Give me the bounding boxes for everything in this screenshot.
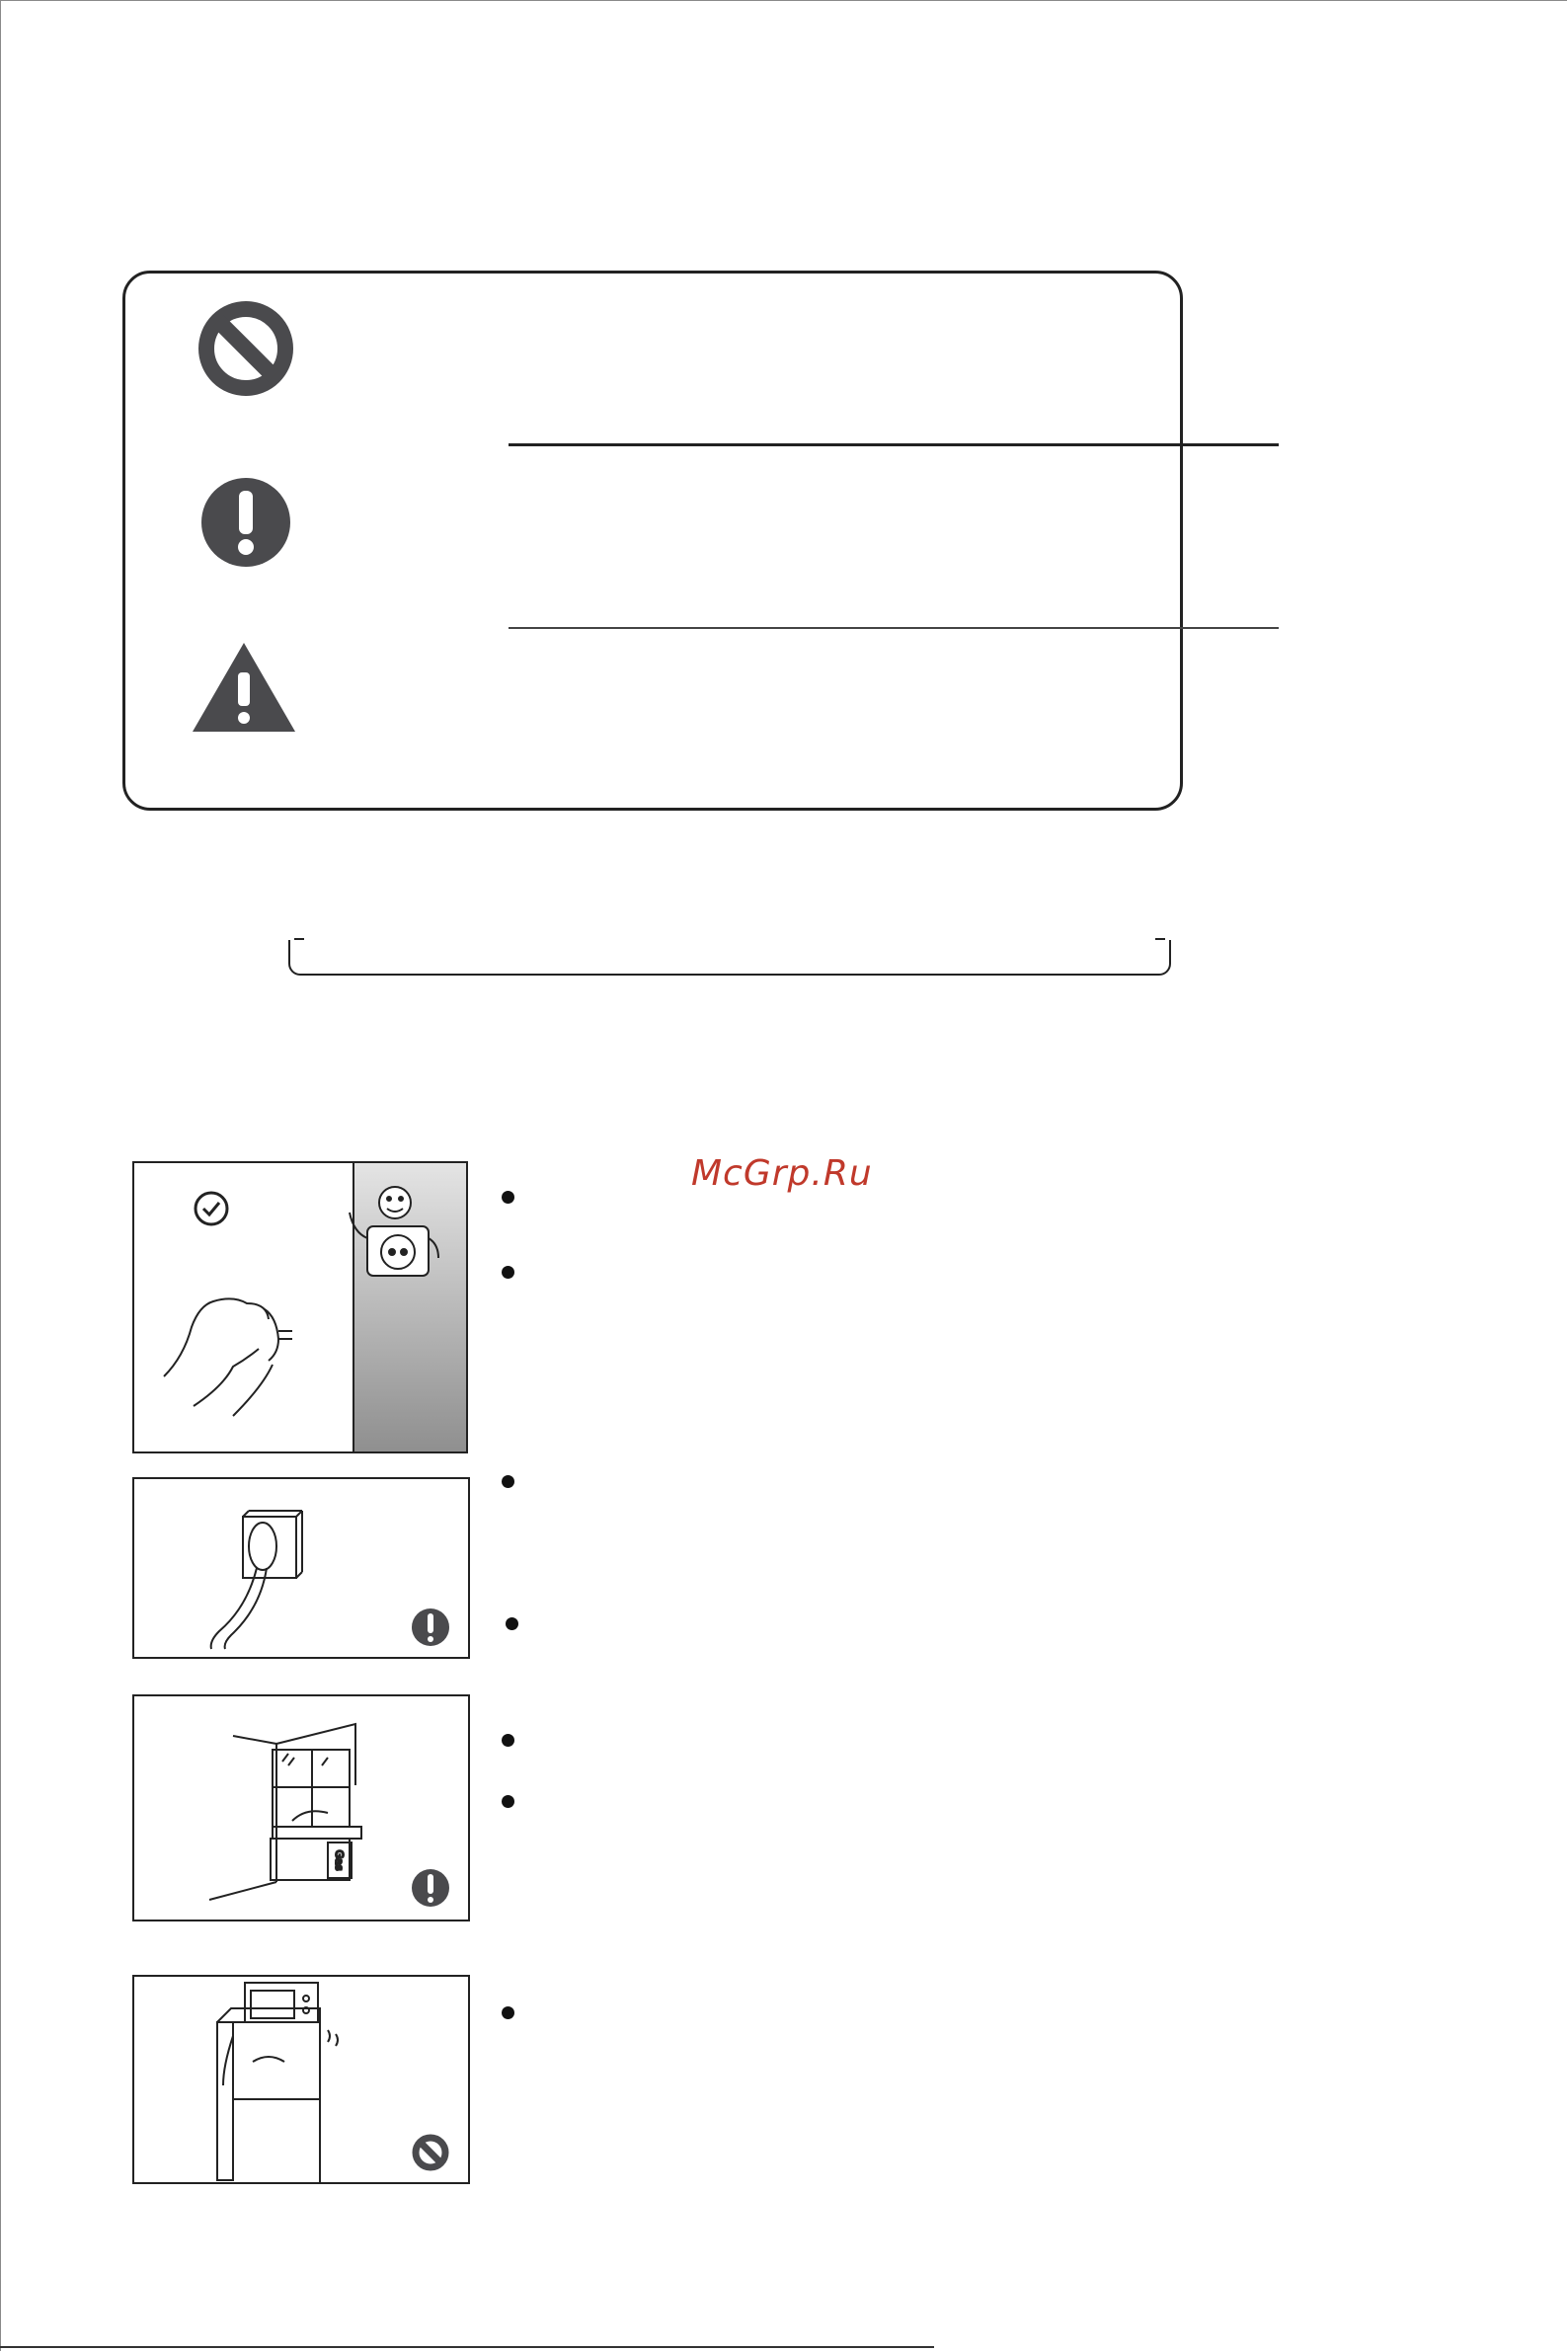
warning-triangle-icon [191, 639, 297, 734]
fridge-microwave-illustration [132, 1975, 470, 2184]
list-bullet [502, 1475, 514, 1488]
mandatory-action-icon [412, 1608, 449, 1646]
list-bullet [506, 1617, 518, 1630]
gas-cylinder [328, 1842, 352, 1878]
watermark: McGrp.Ru [691, 1153, 873, 1194]
plug-socket-illustration [132, 1161, 468, 1453]
list-bullet [502, 1191, 514, 1204]
wall-socket-with-plug [211, 1511, 302, 1649]
check-circle-icon [196, 1193, 227, 1224]
mandatory-action-icon [412, 1869, 449, 1907]
symbol-legend-box [122, 271, 1183, 811]
kitchen-gas-illustration [132, 1694, 470, 1921]
hand-pulling-plug [164, 1298, 292, 1416]
svg-text:Gas: Gas [333, 1849, 346, 1871]
mandatory-action-icon [198, 475, 293, 570]
list-bullet [502, 1266, 514, 1279]
list-bullet [502, 1734, 514, 1747]
window [273, 1750, 350, 1827]
legend-divider-2 [509, 627, 1279, 629]
legend-divider-1 [509, 443, 1279, 446]
prohibition-icon [196, 299, 295, 398]
microwave-on-fridge [217, 1983, 338, 2184]
list-bullet [502, 2006, 514, 2019]
section-heading-bracket [288, 940, 1171, 976]
list-bullet [502, 1795, 514, 1808]
page-bottom-rule [0, 2346, 934, 2348]
wall-socket-illustration [132, 1477, 470, 1659]
prohibition-icon [416, 2138, 445, 2167]
